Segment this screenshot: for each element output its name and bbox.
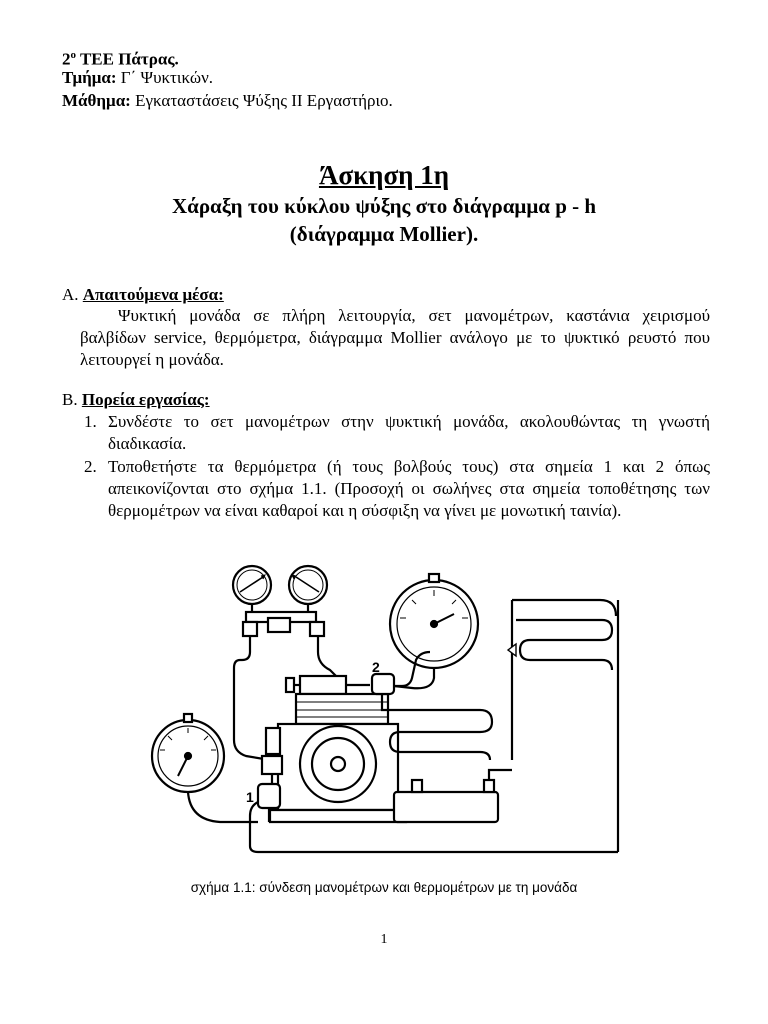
low-pressure-gauge xyxy=(233,566,271,604)
department-label: Τμήμα: xyxy=(62,68,117,87)
right-pressure-gauge xyxy=(390,574,478,668)
thermometer-probe-1 xyxy=(258,784,280,808)
course-label: Μάθημα: xyxy=(62,91,131,110)
section-a-heading: Α. Απαιτούμενα μέσα: xyxy=(62,285,224,304)
department-line xyxy=(62,67,213,89)
section-a-text: Ψυκτική μονάδα σε πλήρη λειτουργία, σετ μανομέτρων, καστάνια χειρισμού βαλβίδων service, θερμόμετρα, διάγραμμα Mollier ανάλογο με το ψυκτικό ρευστό που λειτουργεί η μονάδα. xyxy=(80,306,710,369)
thermometer-probe-2 xyxy=(372,674,394,694)
subtitle-line-2: (διάγραμμα Mollier). xyxy=(289,222,479,246)
high-pressure-gauge xyxy=(289,566,327,604)
page-number: 1 xyxy=(380,932,388,947)
school-name: $2^o$ ΤΕΕ Πάτρας. xyxy=(62,49,179,69)
figure-caption: σχήμα 1.1: σύνδεση μανομέτρων και θερμομέτρων με τη μονάδα xyxy=(190,880,578,895)
exercise-title: Άσκηση 1η xyxy=(318,160,450,190)
condenser-coil xyxy=(508,600,618,852)
compressor xyxy=(270,694,406,822)
course-value: Εγκαταστάσεις Ψύξης ΙΙ Εργαστήριο. xyxy=(130,91,393,110)
point-2-label: 2 xyxy=(372,659,380,675)
refrigeration-unit-diagram xyxy=(150,560,630,870)
list-item: 1. Συνδέστε το σετ μανομέτρων στην ψυκτική μονάδα, ακολουθώντας τη γνωστή διαδικασία. xyxy=(84,412,710,453)
receiver-tank xyxy=(394,770,512,822)
left-pressure-gauge xyxy=(152,714,224,792)
section-b-heading: Β. Πορεία εργασίας: xyxy=(62,390,210,409)
department-value: Γ΄ Ψυκτικών. xyxy=(116,68,214,87)
point-1-label: 1 xyxy=(246,789,254,805)
exercise-subtitle xyxy=(0,192,768,248)
list-item: 2. Τοποθετήστε τα θερμόμετρα (ή τους βολβούς τους) στα σημεία 1 και 2 όπως απεικονίζονται στο σχήμα 1.1. (Προσοχή οι σωλήνες στα σημεία τοποθέτησης των θερμομέτρων να είναι καθαροί και η σύσφιξη να γίνει με μονωτική ταινία). xyxy=(84,457,710,520)
course-line xyxy=(62,90,393,112)
subtitle-line-1: Χάραξη του κύκλου ψύξης στο διάγραμμα p - h xyxy=(171,194,597,218)
